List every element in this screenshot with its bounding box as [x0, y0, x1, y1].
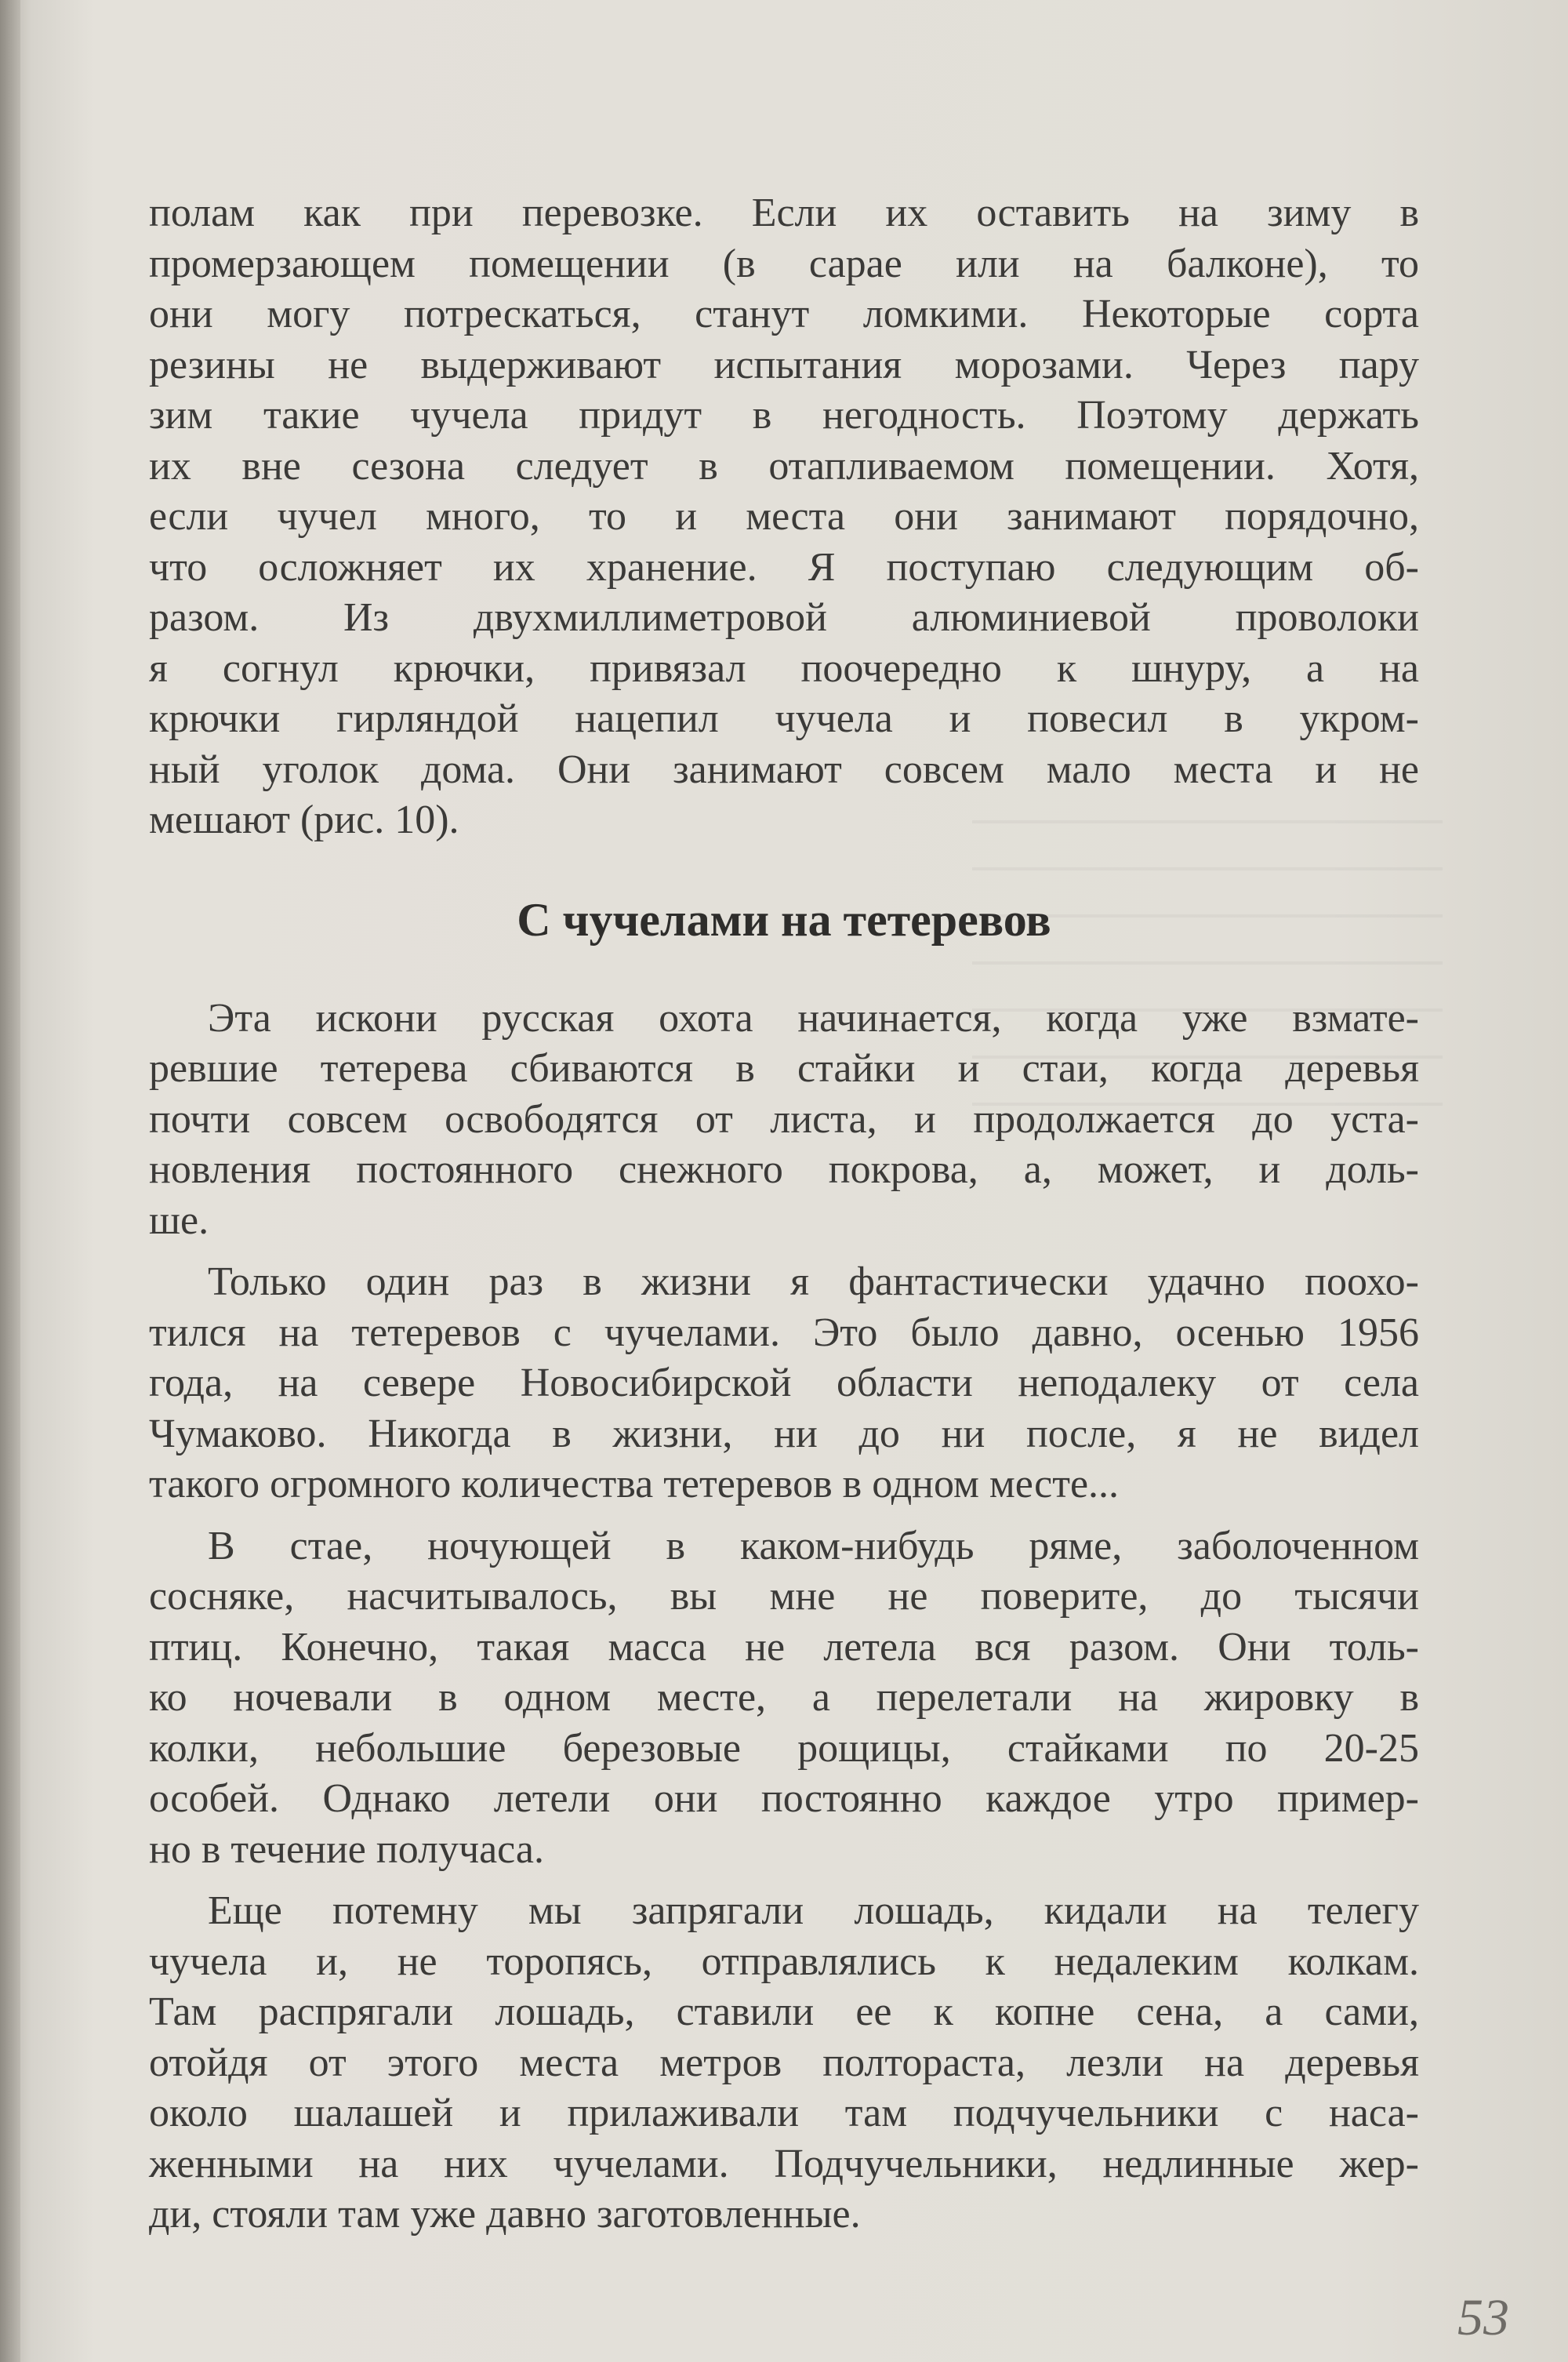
text-line: сосняке, насчитывалось, вы мне не поверите, до тысячи	[149, 1574, 1419, 1619]
text-line: ше.	[149, 1197, 209, 1243]
section-heading: С чучелами на тетеревов	[517, 893, 1051, 946]
text-line: мешают (рис. 10).	[149, 798, 459, 842]
text-line: я согнул крючки, привязал поочередно к шнуру, а на	[149, 645, 1419, 691]
text-line: Там распрягали лошадь, ставили ее к копне сена, а сами,	[149, 1990, 1419, 2034]
text-line: их вне сезона следует в отапливаемом помещении. Хотя,	[149, 443, 1419, 489]
text-line: такого огромного количества тетеревов в одном месте...	[149, 1462, 1120, 1506]
text-line: Еще потемну мы запрягали лошадь, кидали на телегу	[208, 1888, 1419, 1933]
text-line: около шалашей и прилаживали там подчучельники с наса-	[149, 2091, 1419, 2135]
text-line: ко ночевали в одном месте, а перелетали на жировку в	[149, 1675, 1419, 1720]
text-line: почти совсем освободятся от листа, и продолжается до уста-	[149, 1096, 1419, 1142]
text-line: года, на севере Новосибирской области неподалеку от села	[149, 1361, 1419, 1405]
text-line: зим такие чучела придут в негодность. Поэтому держать	[149, 393, 1419, 438]
text-line: птиц. Конечно, такая масса не летела вся разом. Они толь-	[149, 1624, 1419, 1670]
text-line: ди, стояли там уже давно заготовленные.	[149, 2192, 861, 2237]
text-line: ный уголок дома. Они занимают совсем мало места и не	[149, 747, 1419, 792]
text-line: В стае, ночующей в каком-нибудь ряме, заболоченном	[208, 1523, 1419, 1568]
text-line: особей. Однако летели они постоянно каждое утро пример-	[149, 1776, 1419, 1821]
text-line: новления постоянного снежного покрова, а, может, и доль-	[149, 1147, 1419, 1192]
text-line: промерзающем помещении (в сарае или на балконе), то	[149, 241, 1419, 286]
page-number: 53	[1457, 2289, 1509, 2346]
text-line: женными на них чучелами. Подчучельники, недлинные жер-	[149, 2141, 1419, 2186]
page-text	[149, 188, 1419, 2240]
text-line: разом. Из двухмиллиметровой алюминиевой проволоки	[149, 595, 1419, 640]
paragraph-4	[149, 1886, 1419, 2240]
paragraph-2	[149, 1257, 1419, 1510]
opening-paragraph	[149, 188, 1419, 846]
text-line: что осложняет их хранение. Я поступаю следующим об-	[149, 544, 1419, 590]
paragraph-3	[149, 1521, 1419, 1876]
text-line: они могу потрескаться, станут ломкими. Некоторые сорта	[149, 292, 1419, 336]
text-line: тился на тетеревов с чучелами. Это было давно, осенью 1956	[149, 1310, 1419, 1355]
text-line: резины не выдерживают испытания морозами. Через пару	[149, 342, 1419, 387]
text-line: крючки гирляндой нацепил чучела и повесил в укром-	[149, 696, 1419, 741]
text-line: чучела и, не торопясь, отправлялись к недалеким колкам.	[149, 1939, 1419, 1984]
text-line: ревшие тетерева сбиваются в стайки и стаи, когда деревья	[149, 1046, 1419, 1091]
book-spine	[0, 0, 20, 2362]
text-line: но в течение получаса.	[149, 1826, 544, 1872]
text-line: колки, небольшие березовые рощицы, стайками по 20-25	[149, 1725, 1419, 1771]
text-line: если чучел много, то и места они занимают порядочно,	[149, 494, 1419, 539]
paragraph-1	[149, 994, 1419, 1247]
text-line: отойдя от этого места метров полтораста, лезли на деревья	[149, 2040, 1419, 2085]
text-line: Эта искони русская охота начинается, когда уже взмате-	[208, 995, 1419, 1041]
text-line: Только один раз в жизни я фантастически удачно поохо-	[208, 1259, 1419, 1304]
text-line: Чумаково. Никогда в жизни, ни до ни после, я не видел	[149, 1411, 1419, 1456]
text-line: полам как при перевозке. Если их оставить на зиму в	[149, 191, 1419, 235]
